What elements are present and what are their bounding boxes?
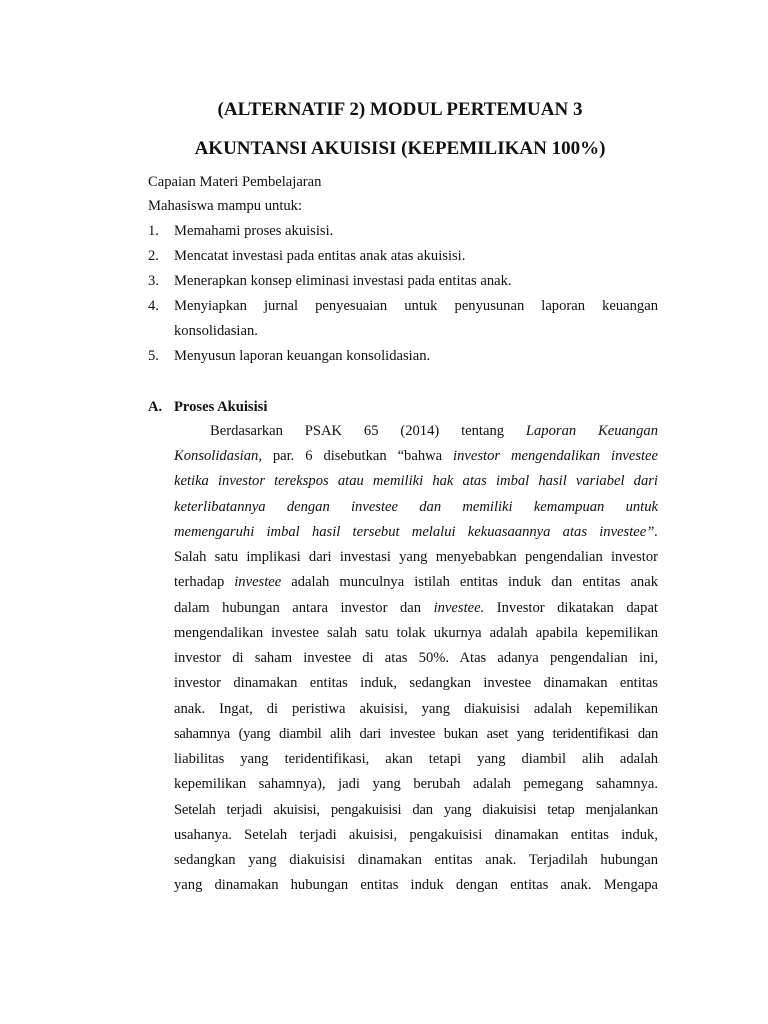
paragraph-line: Berdasarkan PSAK 65 (2014) tentang Laporan Keuangan: [210, 423, 658, 439]
paragraph-line: Konsolidasian, par. 6 disebutkan “bahwa investor mengendalikan investee: [174, 448, 659, 464]
list-item-number: 4.: [148, 298, 159, 314]
list-item-continuation: konsolidasian.: [174, 323, 258, 339]
paragraph-line: sedangkan yang diakuisisi dinamakan entitas anak. Terjadilah hubungan: [174, 852, 658, 868]
paragraph-line: usahanya. Setelah terjadi akuisisi, pengakuisisi dinamakan entitas induk,: [174, 827, 658, 843]
paragraph-line: keterlibatannya dengan investee dan memiliki kemampuan untuk: [174, 499, 658, 515]
list-item-text: Memahami proses akuisisi.: [174, 223, 334, 239]
paragraph-line: ketika investor terekspos atau memiliki hak atas imbal hasil variabel dari: [174, 473, 658, 489]
list-item-text: Menyusun laporan keuangan konsolidasian.: [174, 348, 431, 364]
paragraph-line: yang dinamakan hubungan entitas induk dengan entitas anak. Mengapa: [174, 877, 658, 893]
list-item-text: Mencatat investasi pada entitas anak atas akuisisi.: [174, 248, 466, 264]
list-item-number: 3.: [148, 273, 159, 289]
list-item-text: Menyiapkan jurnal penyesuaian untuk penyusunan laporan keuangan: [174, 298, 658, 314]
paragraph-line: mengendalikan investee salah satu tolak ukurnya adalah apabila kepemilikan: [174, 625, 658, 641]
paragraph-line: dalam hubungan antara investor dan investee. Investor dikatakan dapat: [174, 600, 658, 616]
section-heading-number: A.: [148, 399, 163, 415]
paragraph-line: Setelah terjadi akuisisi, pengakuisisi dan yang diakuisisi tetap menjalankan: [174, 802, 658, 818]
paragraph-line: terhadap investee adalah munculnya istilah entitas induk dan entitas anak: [174, 574, 658, 590]
paragraph-line: Salah satu implikasi dari investasi yang menyebabkan pengendalian investor: [174, 549, 658, 565]
document-subtitle: AKUNTANSI AKUISISI (KEPEMILIKAN 100%): [194, 138, 606, 159]
section-heading-title: Proses Akuisisi: [174, 399, 268, 415]
list-item-number: 5.: [148, 348, 159, 364]
paragraph-line: sahamnya (yang diambil alih dari investee bukan aset yang teridentifikasi dan: [174, 726, 658, 742]
list-item-number: 2.: [148, 248, 159, 264]
paragraph-line: kepemilikan sahamnya), jadi yang berubah adalah pemegang sahamnya.: [174, 776, 658, 792]
paragraph-line: anak. Ingat, di peristiwa akuisisi, yang diakuisisi adalah kepemilikan: [174, 701, 658, 717]
paragraph-line: memengaruhi imbal hasil tersebut melalui kekuasaannya atas investee”.: [174, 524, 658, 540]
paragraph-line: investor di saham investee di atas 50%. Atas adanya pengendalian ini,: [174, 650, 658, 666]
paragraph-line: liabilitas yang teridentifikasi, akan tetapi yang diambil alih adalah: [174, 751, 658, 767]
list-item-number: 1.: [148, 223, 159, 239]
document-title: (ALTERNATIF 2) MODUL PERTEMUAN 3: [217, 99, 583, 120]
list-item-text: Menerapkan konsep eliminasi investasi pada entitas anak.: [174, 273, 512, 289]
paragraph-line: investor dinamakan entitas induk, sedangkan investee dinamakan entitas: [174, 675, 658, 691]
capaian-label: Capaian Materi Pembelajaran: [148, 174, 322, 190]
mampu-label: Mahasiswa mampu untuk:: [148, 198, 303, 214]
